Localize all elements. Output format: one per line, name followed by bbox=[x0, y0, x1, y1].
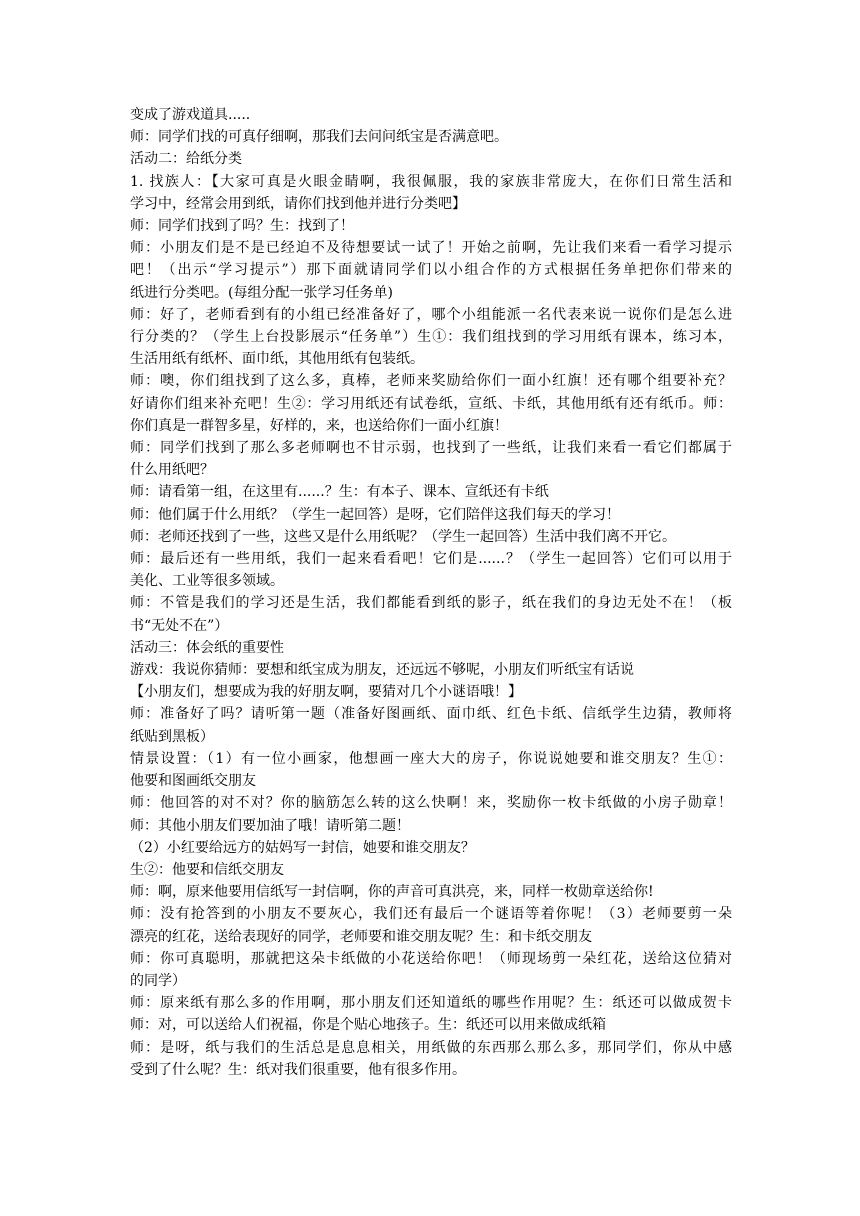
text-line: 师：不管是我们的学习还是生活，我们都能看到纸的影子，纸在我们的身边无处不在！（板 bbox=[130, 595, 732, 612]
text-line: 师：老师还找到了一些，这些又是什么用纸呢？（学生一起回答）生活中我们离不开它。 bbox=[130, 528, 676, 545]
text-line: 活动二：给纸分类 bbox=[130, 151, 242, 168]
text-line: 师：请看第一组，在这里有......？生：有本子、课本、宣纸还有卡纸 bbox=[130, 484, 549, 501]
text-line: 师：好了，老师看到有的小组已经准备好了，哪个小组能派一名代表来说一说你们是怎么进 bbox=[130, 306, 732, 323]
text-line: 活动三：体会纸的重要性 bbox=[130, 639, 284, 656]
text-line: 师：其他小朋友们要加油了哦！请听第二题！ bbox=[130, 817, 410, 834]
text-line: 师：对，可以送给人们祝福，你是个贴心地孩子。生：纸还可以用来做成纸箱 bbox=[130, 1017, 606, 1034]
text-line: 吧！（出示“学习提示”）那下面就请同学们以小组合作的方式根据任务单把你们带来的 bbox=[130, 262, 732, 279]
text-line: 情景设置：（1）有一位小画家，他想画一座大大的房子，你说说她要和谁交朋友？生①： bbox=[130, 750, 732, 767]
text-line: 纸贴到黑板） bbox=[130, 728, 214, 745]
text-line: 书“无处不在”） bbox=[130, 617, 229, 634]
text-line: 师：小朋友们是不是已经迫不及待想要试一试了！开始之前啊，先让我们来看一看学习提示 bbox=[130, 240, 732, 257]
text-line: 什么用纸吧？ bbox=[130, 462, 214, 479]
text-line: 的同学） bbox=[130, 972, 186, 989]
text-line: 他要和图画纸交朋友 bbox=[130, 773, 256, 790]
text-line: 师：噢，你们组找到了这么多，真棒，老师来奖励给你们一面小红旗！还有哪个组要补充？ bbox=[130, 373, 732, 390]
text-line: 美化、工业等很多领域。 bbox=[130, 573, 284, 590]
text-line: 师：准备好了吗？请听第一题（准备好图画纸、面巾纸、红色卡纸、信纸学生边猜，教师将 bbox=[130, 706, 732, 723]
text-line: 生②：他要和信纸交朋友 bbox=[130, 861, 284, 878]
document-page bbox=[130, 104, 732, 1081]
text-line: 你们真是一群智多星，好样的，来，也送给你们一面小红旗！ bbox=[130, 417, 508, 434]
text-line: （2）小红要给远方的姑妈写一封信，她要和谁交朋友？ bbox=[130, 839, 475, 856]
text-line: 变成了游戏道具..... bbox=[130, 107, 251, 123]
text-line: 师：同学们找的可真仔细啊，那我们去问问纸宝是否满意吧。 bbox=[130, 129, 508, 146]
text-line: 师：原来纸有那么多的作用啊，那小朋友们还知道纸的哪些作用呢？生：纸还可以做成贺卡 bbox=[130, 995, 732, 1012]
text-line: 师：你可真聪明，那就把这朵卡纸做的小花送给你吧！（师现场剪一朵红花，送给这位猜对 bbox=[130, 950, 732, 967]
text-line: 学习中，经常会用到纸，请你们找到他并进行分类吧】 bbox=[130, 195, 466, 212]
text-line: 生活用纸有纸杯、面巾纸，其他用纸有包装纸。 bbox=[130, 351, 424, 368]
text-line: 【小朋友们，想要成为我的好朋友啊，要猜对几个小谜语哦！】 bbox=[130, 684, 522, 701]
text-line: 游戏：我说你猜师：要想和纸宝成为朋友，还远远不够呢，小朋友们听纸宝有话说 bbox=[130, 662, 634, 679]
text-line: 师：没有抢答到的小朋友不要灰心，我们还有最后一个谜语等着你呢！（3）老师要剪一朵 bbox=[130, 906, 732, 923]
text-line: 师：啊，原来他要用信纸写一封信啊，你的声音可真洪亮，来，同样一枚勋章送给你! bbox=[130, 884, 654, 901]
text-line: 师：是呀，纸与我们的生活总是息息相关，用纸做的东西那么那么多，那同学们，你从中感 bbox=[130, 1039, 732, 1056]
text-line: 师：他回答的对不对？你的脑筋怎么转的这么快啊！来，奖励你一枚卡纸做的小房子勋章！ bbox=[130, 795, 732, 812]
text-line: 师：同学们找到了那么多老师啊也不甘示弱，也找到了一些纸，让我们来看一看它们都属于 bbox=[130, 440, 732, 457]
text-line: 漂亮的红花，送给表现好的同学，老师要和谁交朋友呢？生：和卡纸交朋友 bbox=[130, 928, 592, 945]
text-line: 1. 找族人：【大家可真是火眼金睛啊，我很佩服，我的家族非常庞大，在你们日常生活和 bbox=[130, 173, 732, 190]
text-line: 纸进行分类吧。(每组分配一张学习任务单) bbox=[130, 284, 393, 301]
text-line: 受到了什么呢？生：纸对我们很重要，他有很多作用。 bbox=[130, 1061, 466, 1078]
text-line: 师：同学们找到了吗？生：找到了！ bbox=[130, 218, 354, 235]
text-line: 师：最后还有一些用纸，我们一起来看看吧！它们是......？（学生一起回答）它们可以用于 bbox=[130, 551, 732, 568]
text-line: 好请你们组来补充吧！生②：学习用纸还有试卷纸，宣纸、卡纸，其他用纸有还有纸币。师： bbox=[130, 395, 732, 412]
text-line: 师：他们属于什么用纸？（学生一起回答）是呀，它们陪伴这我们每天的学习！ bbox=[130, 506, 620, 523]
text-line: 行分类的？（学生上台投影展示“任务单”）生①：我们组找到的学习用纸有课本，练习本， bbox=[130, 329, 732, 346]
